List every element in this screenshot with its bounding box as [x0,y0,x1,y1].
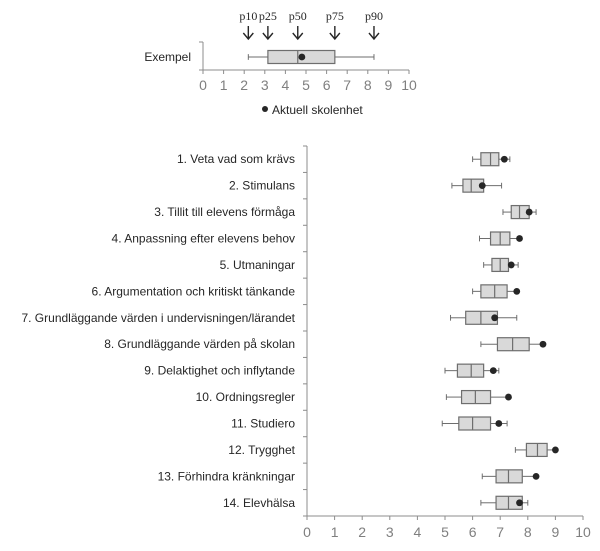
boxplot-row [482,470,539,483]
boxplot-row [481,338,546,351]
example-x-tick-label: 4 [281,77,290,93]
school-dot [298,54,305,61]
example-chart [144,9,417,93]
school-dot [552,447,559,454]
example-x-tick-label: 1 [219,77,228,93]
category-label: 6. Argumentation och kritiskt tänkande [91,284,295,299]
school-dot [540,341,547,348]
category-label: 9. Delaktighet och inflytande [144,363,295,378]
boxplot-row [473,153,510,166]
x-tick-label: 2 [358,524,367,540]
main-chart [21,146,591,540]
school-dot [501,156,508,163]
category-label: 10. Ordningsregler [195,390,295,405]
boxplot-row [503,206,536,219]
x-tick-label: 5 [441,524,449,540]
boxplot-row [473,285,521,298]
school-dot [505,394,512,401]
school-dot [491,314,498,321]
school-dot [513,288,520,295]
percentile-label-p90: p90 [364,9,383,23]
boxplot-row [481,496,528,509]
boxplot-row [451,311,517,324]
boxplot-row [515,443,558,456]
iqr-box [457,364,483,377]
down-arrow-icon [369,26,379,39]
school-dot [495,420,502,427]
category-label: 2. Stimulans [228,178,295,193]
boxplot-row [480,232,523,245]
x-tick-label: 0 [303,524,311,540]
down-arrow-icon [330,26,340,39]
example-label: Exempel [144,50,191,64]
iqr-box [462,391,491,404]
legend-dot-icon [262,106,268,112]
example-x-tick-label: 8 [363,77,372,93]
example-x-tick-label: 2 [240,77,249,93]
x-tick-label: 7 [496,524,505,540]
x-tick-label: 3 [385,524,394,540]
example-x-tick-label: 6 [322,77,331,93]
category-label: 7. Grundläggande värden i undervisningen/lärandet [21,310,295,325]
school-dot [516,235,523,242]
percentile-label-p50: p50 [288,9,307,23]
percentile-label-p75: p75 [325,9,344,23]
iqr-box [459,417,491,430]
x-tick-label: 4 [413,524,422,540]
down-arrow-icon [243,26,253,39]
boxplot-row [442,417,507,430]
x-tick-label: 10 [575,524,591,540]
iqr-box [481,285,507,298]
percentile-label-p25: p25 [258,9,277,23]
x-tick-label: 9 [551,524,560,540]
category-label: 12. Trygghet [228,442,295,457]
boxplot-row [446,391,512,404]
school-dot [479,182,486,189]
category-label: 3. Tillit till elevens förmåga [154,205,295,220]
boxplot-row [445,364,499,377]
school-dot [508,262,515,269]
category-label: 11. Studiero [231,416,295,431]
example-x-tick-label: 10 [401,77,417,93]
iqr-box [497,338,529,351]
down-arrow-icon [263,26,273,39]
down-arrow-icon [293,26,303,39]
iqr-box [481,153,499,166]
example-x-tick-label: 9 [384,77,393,93]
category-label: 14. Elevhälsa [222,495,295,510]
percentile-label-p10: p10 [239,9,258,23]
example-boxplot [248,51,374,64]
example-x-tick-label: 3 [260,77,269,93]
example-x-tick-label: 7 [343,77,352,93]
category-label: 5. Utmaningar [219,257,295,272]
legend-label: Aktuell skolenhet [272,103,363,117]
x-tick-label: 8 [523,524,532,540]
example-x-tick-label: 5 [302,77,310,93]
legend [262,103,363,117]
category-label: 8. Grundläggande värden på skolan [104,337,295,352]
example-x-tick-label: 0 [199,77,207,93]
boxplot-row [452,179,502,192]
category-label: 4. Anpassning efter elevens behov [111,231,295,246]
x-tick-label: 1 [330,524,339,540]
iqr-box [496,470,522,483]
school-dot [516,499,523,506]
category-label: 13. Förhindra kränkningar [157,469,295,484]
school-dot [490,367,497,374]
iqr-box [526,443,547,456]
category-label: 1. Veta vad som krävs [176,152,295,167]
boxplot-row [484,258,519,271]
school-dot [526,209,533,216]
school-dot [533,473,540,480]
x-tick-label: 6 [468,524,477,540]
